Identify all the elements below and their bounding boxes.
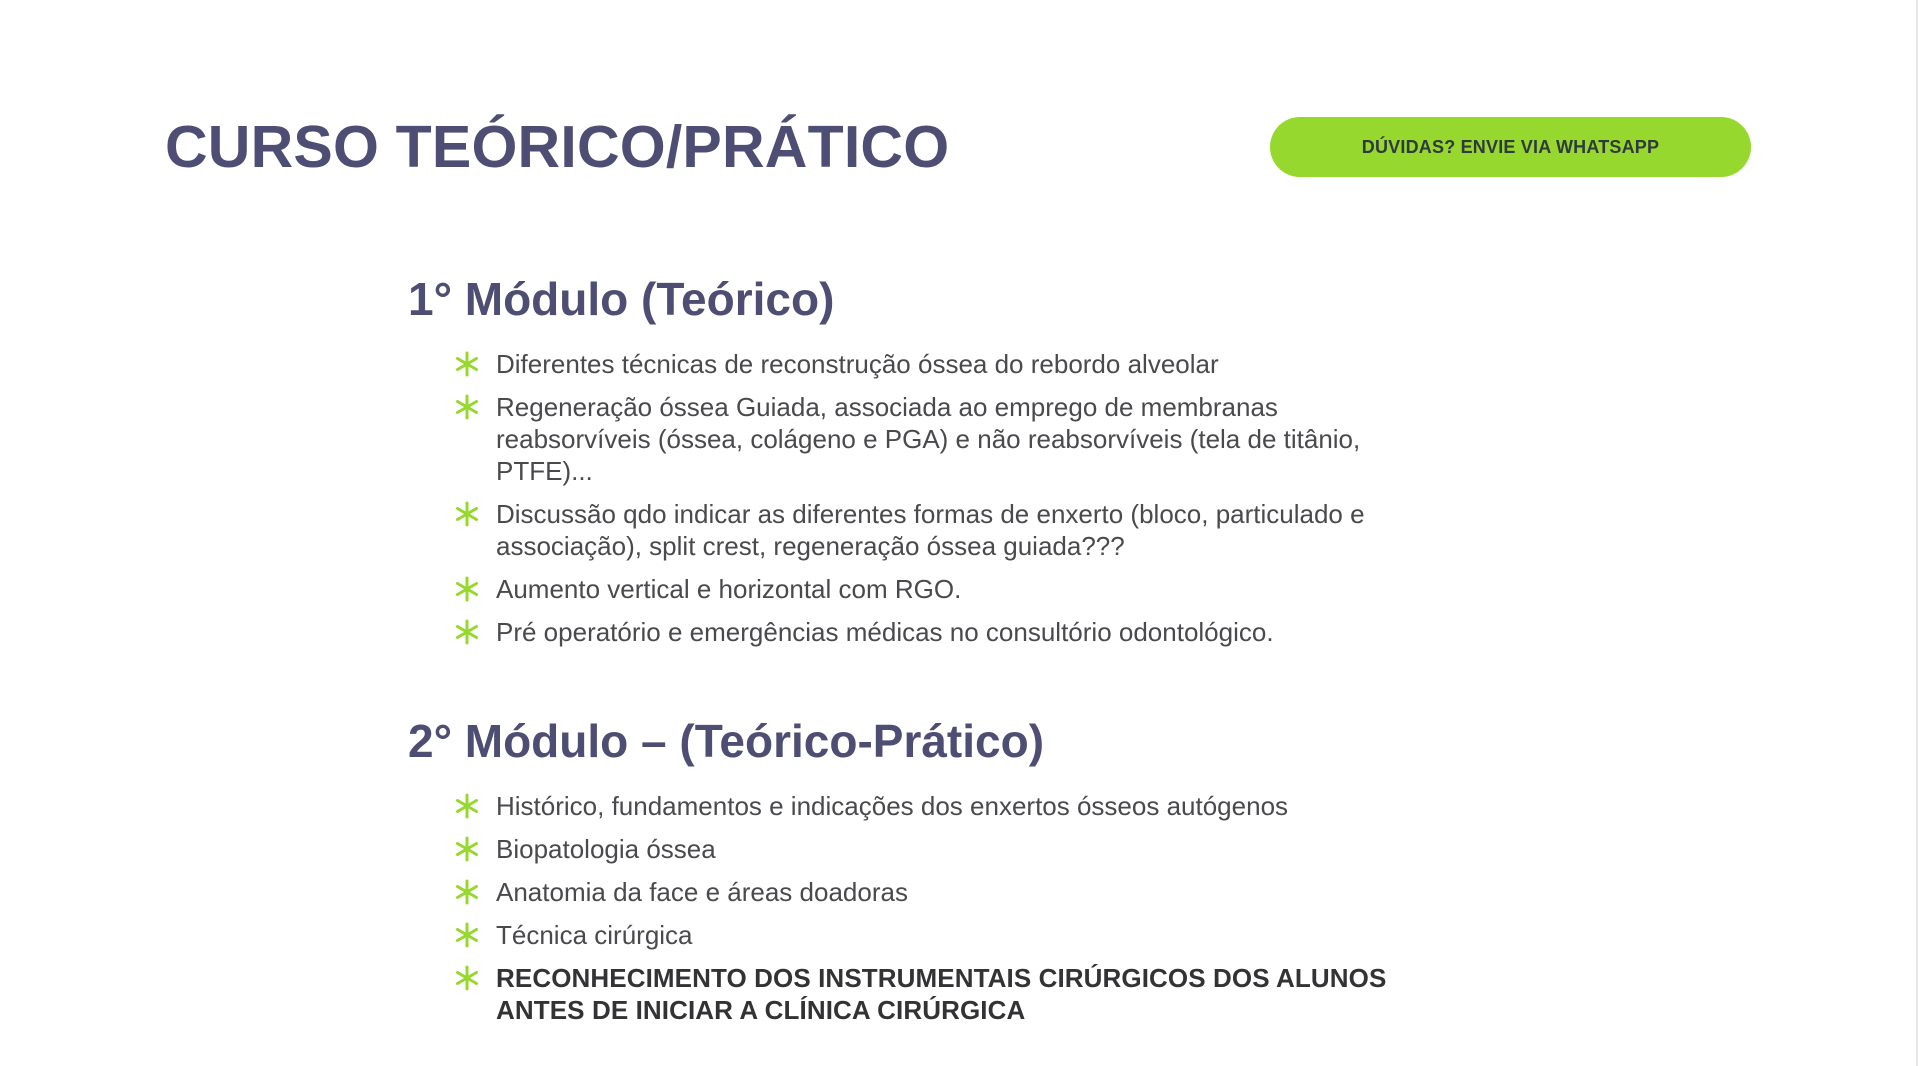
asterisk-icon xyxy=(454,394,480,420)
asterisk-icon xyxy=(454,965,480,991)
list-item xyxy=(454,876,1408,908)
asterisk-icon xyxy=(454,836,480,862)
list-item xyxy=(454,348,1408,380)
list-item xyxy=(454,573,1408,605)
whatsapp-button[interactable]: DÚVIDAS? ENVIE VIA WHATSAPP xyxy=(1270,117,1751,177)
list-item-text: Biopatologia óssea xyxy=(496,834,716,864)
list-item xyxy=(454,391,1408,487)
list-item xyxy=(454,498,1408,562)
list-item-text: RECONHECIMENTO DOS INSTRUMENTAIS CIRÚRGICOS DOS ALUNOS ANTES DE INICIAR A CLÍNICA CIRÚRGICA xyxy=(496,963,1387,1025)
list-item-text: Diferentes técnicas de reconstrução óssea do rebordo alveolar xyxy=(496,349,1219,379)
module-2-topic-list xyxy=(408,790,1408,1026)
asterisk-icon xyxy=(454,879,480,905)
asterisk-icon xyxy=(454,351,480,377)
module-2-section xyxy=(408,710,1408,1037)
list-item-text: Aumento vertical e horizontal com RGO. xyxy=(496,574,962,604)
list-item xyxy=(454,616,1408,648)
module-1-section xyxy=(408,268,1408,659)
list-item-text: Discussão qdo indicar as diferentes formas de enxerto (bloco, particulado e associação), split crest, regeneração óssea guiada??? xyxy=(496,499,1365,561)
list-item xyxy=(454,833,1408,865)
module-1-heading: 1° Módulo (Teórico) xyxy=(408,273,835,325)
asterisk-icon xyxy=(454,793,480,819)
module-2-heading: 2° Módulo – (Teórico-Prático) xyxy=(408,715,1045,767)
list-item-text: Anatomia da face e áreas doadoras xyxy=(496,877,908,907)
asterisk-icon xyxy=(454,576,480,602)
list-item xyxy=(454,962,1408,1026)
module-1-topic-list xyxy=(408,348,1408,648)
page-title: CURSO TEÓRICO/PRÁTICO xyxy=(165,114,950,180)
list-item xyxy=(454,919,1408,951)
asterisk-icon xyxy=(454,501,480,527)
list-item xyxy=(454,790,1408,822)
list-item-text: Regeneração óssea Guiada, associada ao emprego de membranas reabsorvíveis (óssea, colágeno e PGA) e não reabsorvíveis (tela de titânio, PTFE)... xyxy=(496,392,1361,486)
list-item-text: Histórico, fundamentos e indicações dos enxertos ósseos autógenos xyxy=(496,791,1289,821)
asterisk-icon xyxy=(454,922,480,948)
list-item-text: Técnica cirúrgica xyxy=(496,920,693,950)
asterisk-icon xyxy=(454,619,480,645)
list-item-text: Pré operatório e emergências médicas no consultório odontológico. xyxy=(496,617,1274,647)
